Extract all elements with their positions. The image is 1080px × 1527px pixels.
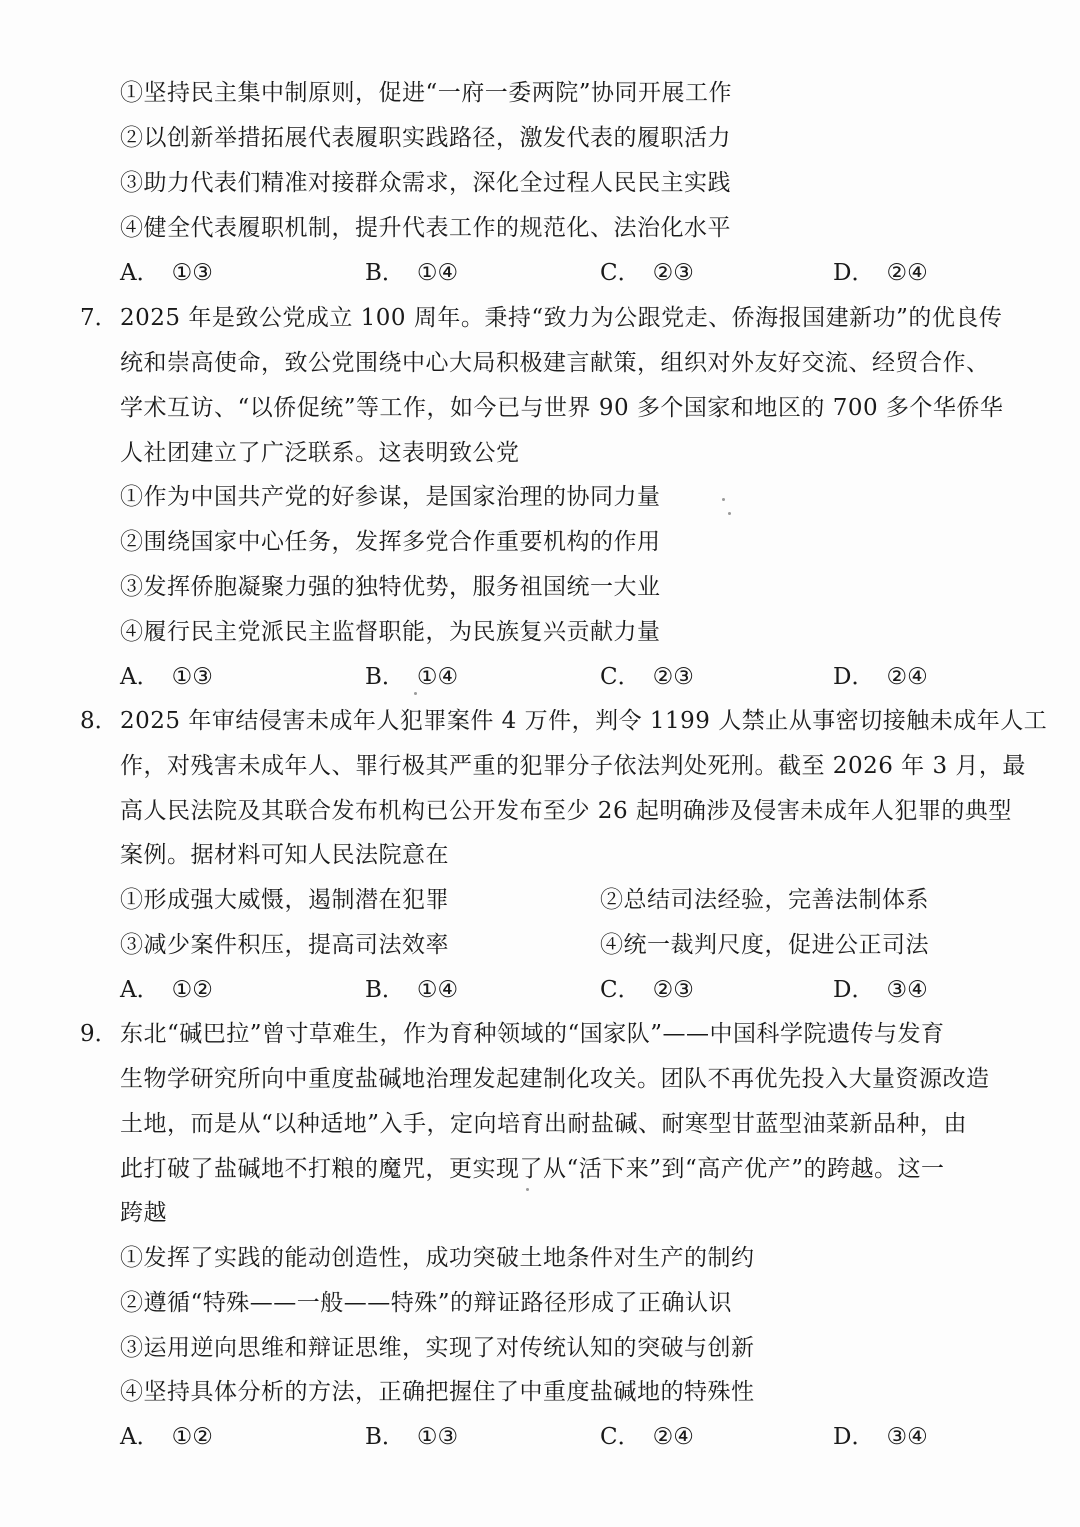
option-letter: B． — [365, 977, 405, 1003]
option-letter: D． — [833, 664, 875, 690]
option-value: ①③ — [416, 1424, 459, 1450]
q7-stem-line-3: 学术互访、“以侨促统”等工作，如今已与世界 90 多个国家和地区的 700 多个华侨华 — [120, 395, 1004, 421]
option-letter: B． — [365, 260, 405, 286]
q8-statement-2: ②总结司法经验，完善法制体系 — [600, 887, 929, 913]
option-value: ②③ — [652, 977, 694, 1003]
scan-speck — [414, 692, 417, 695]
option-letter: C． — [600, 977, 641, 1003]
option-value: ③④ — [886, 977, 928, 1003]
q8-options — [120, 975, 940, 1005]
option-letter: A． — [120, 977, 160, 1003]
q9-option-d[interactable] — [833, 1422, 928, 1452]
q9-stem-line-2: 生物学研究所向中重度盐碱地治理发起建制化攻关。团队不再优先投入大量资源改造 — [120, 1066, 990, 1092]
q8-statement-3: ③减少案件积压，提高司法效率 — [120, 932, 449, 958]
q9-stem-line-5: 跨越 — [120, 1200, 167, 1226]
q9-stem-line-4: 此打破了盐碱地不打粮的魔咒，更实现了从“活下来”到“高产优产”的跨越。这一 — [120, 1156, 945, 1182]
q8-option-d[interactable] — [833, 975, 928, 1005]
option-letter: C． — [600, 1424, 641, 1450]
q7-option-c[interactable] — [600, 662, 694, 692]
option-value: ①④ — [416, 977, 459, 1003]
option-letter: D． — [833, 260, 875, 286]
q8-option-a[interactable] — [120, 975, 213, 1005]
q7-stem-line-1: 2025 年是致公党成立 100 周年。秉持“致力为公跟党走、侨海报国建新功”的优良传 — [120, 305, 1003, 331]
q9-statement-4: ④坚持具体分析的方法，正确把握住了中重度盐碱地的特殊性 — [120, 1379, 755, 1405]
option-letter: D． — [833, 977, 875, 1003]
q6-statement-3: ③助力代表们精准对接群众需求，深化全过程人民民主实践 — [120, 170, 731, 196]
option-value: ①② — [171, 1424, 213, 1450]
q9-number: 9． — [80, 1021, 118, 1047]
q9-statement-2: ②遵循“特殊——一般——特殊”的辩证路径形成了正确认识 — [120, 1290, 733, 1316]
option-letter: A． — [120, 260, 160, 286]
q8-stem-line-1: 2025 年审结侵害未成年人犯罪案件 4 万件，判令 1199 人禁止从事密切接触未成年人工 — [120, 708, 1048, 734]
option-value: ②③ — [652, 260, 694, 286]
q9-stem-line-3: 土地，而是从“以种适地”入手，定向培育出耐盐碱、耐寒型甘蓝型油菜新品种，由 — [120, 1111, 968, 1137]
option-value: ①④ — [416, 664, 459, 690]
q7-number: 7． — [80, 305, 118, 331]
q6-option-a[interactable] — [120, 258, 213, 288]
q7-statement-1: ①作为中国共产党的好参谋，是国家治理的协同力量 — [120, 484, 661, 510]
q6-statement-4: ④健全代表履职机制，提升代表工作的规范化、法治化水平 — [120, 215, 731, 241]
q8-stem-line-4: 案例。据材料可知人民法院意在 — [120, 842, 449, 868]
q6-option-b[interactable] — [365, 258, 458, 288]
option-letter: B． — [365, 664, 405, 690]
q7-stem-line-2: 统和崇高使命，致公党围绕中心大局积极建言献策，组织对外友好交流、经贸合作、 — [120, 350, 990, 376]
q8-stem-line-3: 高人民法院及其联合发布机构已公开发布至少 26 起明确涉及侵害未成年人犯罪的典型 — [120, 798, 1012, 824]
q8-statement-1: ①形成强大威慑，遏制潜在犯罪 — [120, 887, 449, 913]
q9-statement-1: ①发挥了实践的能动创造性，成功突破土地条件对生产的制约 — [120, 1245, 755, 1271]
q9-options — [120, 1422, 940, 1452]
q9-option-c[interactable] — [600, 1422, 694, 1452]
q6-statement-2: ②以创新举措拓展代表履职实践路径，激发代表的履职活力 — [120, 125, 731, 151]
q6-statement-1: ①坚持民主集中制原则，促进“一府一委两院”协同开展工作 — [120, 80, 733, 106]
option-letter: A． — [120, 664, 160, 690]
q7-option-b[interactable] — [365, 662, 458, 692]
option-value: ①③ — [171, 664, 213, 690]
q7-statement-3: ③发挥侨胞凝聚力强的独特优势，服务祖国统一大业 — [120, 574, 661, 600]
option-value: ③④ — [886, 1424, 928, 1450]
q7-option-d[interactable] — [833, 662, 928, 692]
q6-option-c[interactable] — [600, 258, 694, 288]
option-value: ①④ — [416, 260, 459, 286]
option-value: ②④ — [886, 664, 928, 690]
option-value: ②④ — [652, 1424, 694, 1450]
option-value: ①② — [171, 977, 213, 1003]
option-letter: B． — [365, 1424, 405, 1450]
q8-option-c[interactable] — [600, 975, 694, 1005]
option-value: ②④ — [886, 260, 928, 286]
q9-option-a[interactable] — [120, 1422, 213, 1452]
q7-stem-line-4: 人社团建立了广泛联系。这表明致公党 — [120, 440, 520, 466]
q9-option-b[interactable] — [365, 1422, 458, 1452]
q6-options — [120, 258, 940, 288]
option-letter: C． — [600, 664, 641, 690]
option-value: ②③ — [652, 664, 694, 690]
q6-option-d[interactable] — [833, 258, 928, 288]
q8-number: 8． — [80, 708, 118, 734]
option-letter: C． — [600, 260, 641, 286]
q7-option-a[interactable] — [120, 662, 213, 692]
scan-speck — [722, 498, 725, 501]
q9-stem-line-1: 东北“碱巴拉”曾寸草难生，作为育种领域的“国家队”——中国科学院遗传与发育 — [120, 1021, 945, 1047]
q8-stem-line-2: 作，对残害未成年人、罪行极其严重的犯罪分子依法判处死刑。截至 2026 年 3 月，最 — [120, 753, 1026, 779]
option-letter: D． — [833, 1424, 875, 1450]
q7-statement-4: ④履行民主党派民主监督职能，为民族复兴贡献力量 — [120, 619, 661, 645]
scan-speck — [526, 1188, 529, 1191]
q7-statement-2: ②围绕国家中心任务，发挥多党合作重要机构的作用 — [120, 529, 661, 555]
q8-statement-4: ④统一裁判尺度，促进公正司法 — [600, 932, 929, 958]
q7-options — [120, 662, 940, 692]
q9-statement-3: ③运用逆向思维和辩证思维，实现了对传统认知的突破与创新 — [120, 1335, 755, 1361]
option-letter: A． — [120, 1424, 160, 1450]
q8-option-b[interactable] — [365, 975, 458, 1005]
option-value: ①③ — [171, 260, 213, 286]
scan-speck — [728, 512, 731, 515]
